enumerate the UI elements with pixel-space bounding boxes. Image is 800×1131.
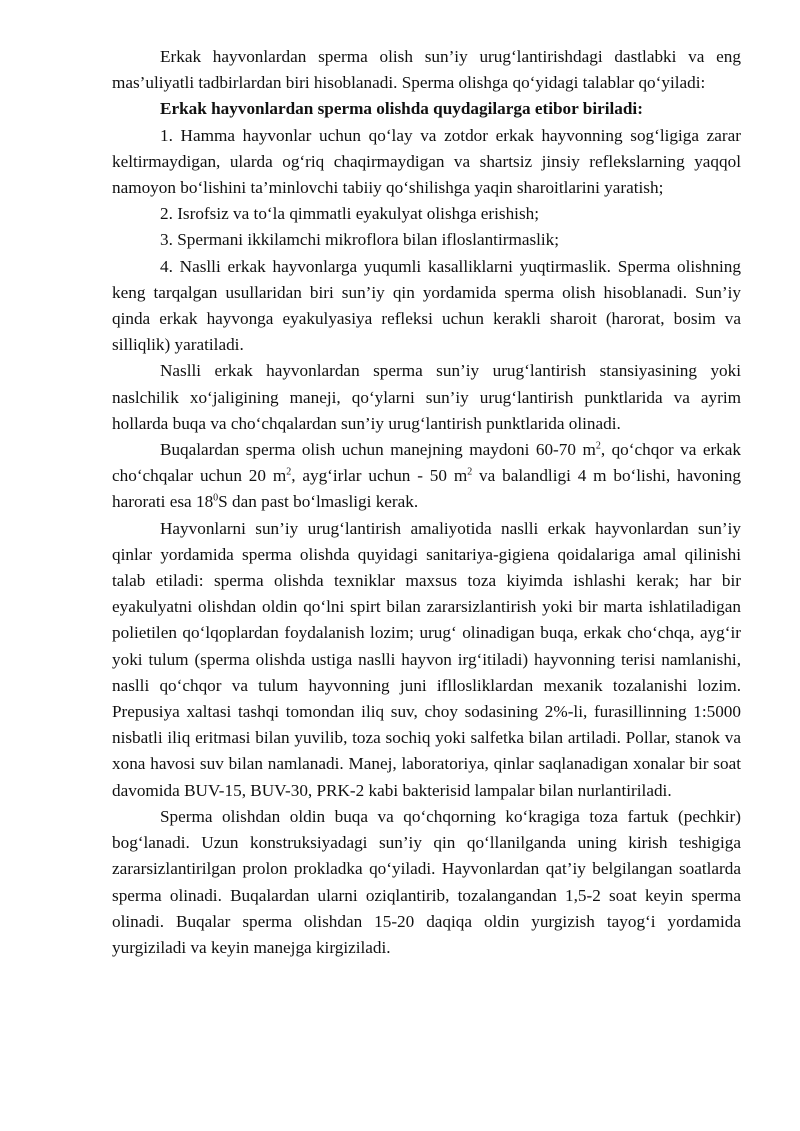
manege-text-b: , qo‘chqor va erkak cho‘chqalar uchun 20 m [112, 440, 741, 486]
list-item-2: 2. Isrofsiz va to‘la qimmatli eyakulyat olishga erishish; [160, 204, 539, 224]
manege-text-e: S dan past bo‘lmasligi kerak. [218, 492, 419, 512]
paragraph-preparation: Sperma olishdan oldin buqa va qo‘chqorning ko‘kragiga toza fartuk (pechkir) bog‘lanadi. Uzun konstruksiyadagi sun’iy qin qo‘llanilganda uning kirish teshigiga zararsizlantirilgan prolon prokladka qo‘yiladi. Hayvonlardan qat’iy belgilangan soatlarda sperma olinadi. Buqalardan ularni oziqlantirib, tozalangandan 1,5-2 soat keyin sperma olinadi. Buqalar sperma olishdan 15-20 daqiqa oldin yurgizish tayog‘i yordamida yurgiziladi va keyin manejga kirgiziladi. [112, 806, 741, 957]
paragraph-stations: Naslli erkak hayvonlardan sperma sun’iy urug‘lantirish stansiyasining yoki naslchilik xo‘jaligining maneji, qo‘ylarni sun’iy urug‘lantirish punktlarida va ayrim hollarda buqa va cho‘chqalardan sun’iy urug‘lantirish punktlarida olinadi. [112, 361, 741, 433]
list-item-3: 3. Spermani ikkilamchi mikroflora bilan ifloslantirmaslik; [160, 230, 560, 250]
section-heading: Erkak hayvonlardan sperma olishda quydagilarga etibor biriladi: [160, 99, 643, 119]
superscript-1: 2 [595, 440, 601, 452]
paragraph-intro: Erkak hayvonlardan sperma olish sun’iy urug‘lantirishdagi dastlabki va eng mas’uliyatli tadbirlardan biri hisoblanadi. Sperma olishga qo‘yidagi talablar qo‘yiladi: [112, 47, 741, 93]
paragraph-sanitary-rules: Hayvonlarni sun’iy urug‘lantirish amaliyotida naslli erkak hayvonlardan sun’iy qinlar yordamida sperma olishda quyidagi sanitariya-gigiena qoidalariga amal qilinishi talab etiladi: sperma olishda texniklar maxsus toza kiyimda ishlashi kerak; har bir eyakulyatni olishdan oldin qo‘lni spirt bilan zararsizlantirish yoki bir marta ishlatiladigan polietilen qo‘lqoplardan foydalanish lozim; urug‘ olinadigan buqa, erkak cho‘chqa, ayg‘ir yoki tulum (sperma olishda ustiga naslli hayvon irg‘itiladi) hayvonning terisi namlanishi, naslli qo‘chqor va tulum hayvonning juni ifllosliklardan mexanik tozalanishi lozim. Prepusiya xaltasi tashqi tomondan iliq suv, choy sodasining 2%-li, furasillinning 1:5000 nisbatli iliq eritmasi bilan yuvilib, toza sochiq yoki salfetka bilan artiladi. Pollar, stanok va xona havosi suv bilan namlanadi. Manej, laboratoriya, qinlar saqlanadigan xonalar bir soat davomida BUV-15, BUV-30, PRK-2 kabi bakterisid lampalar bilan nurlantiriladi. [112, 518, 741, 800]
manege-text-c: , ayg‘irlar uchun - 50 m [291, 466, 468, 486]
list-item-1: 1. Hamma hayvonlar uchun qo‘lay va zotdor erkak hayvonning sog‘ligiga zarar keltirmaydigan, ularda og‘riq chaqirmaydigan va shartsiz jinsiy reflekslarning yaqqol namoyon bo‘lishini ta’minlovchi tabiiy qo‘shilishga yaqin sharoitlarini yaratish; [112, 125, 741, 198]
manege-text-d: va balandligi 4 m bo‘lishi, havoning harorati esa 18 [112, 466, 741, 512]
superscript-2: 2 [286, 466, 292, 478]
document-page [112, 44, 741, 961]
superscript-3: 2 [467, 466, 473, 478]
list-item-4: 4. Naslli erkak hayvonlarga yuqumli kasalliklarni yuqtirmaslik. Sperma olishning keng tarqalgan usullaridan biri sun’iy qin yordamida sperma olish hisoblanadi. Sun’iy qinda erkak hayvonga eyakulyasiya refleksi uchun kerakli sharoit (harorat, bosim va silliqlik) yaratiladi. [112, 256, 741, 355]
superscript-4: 0 [213, 492, 219, 504]
manege-text-a: Buqalardan sperma olish uchun manejning maydoni 60-70 m [160, 440, 596, 460]
paragraph-manege-size [112, 437, 741, 516]
